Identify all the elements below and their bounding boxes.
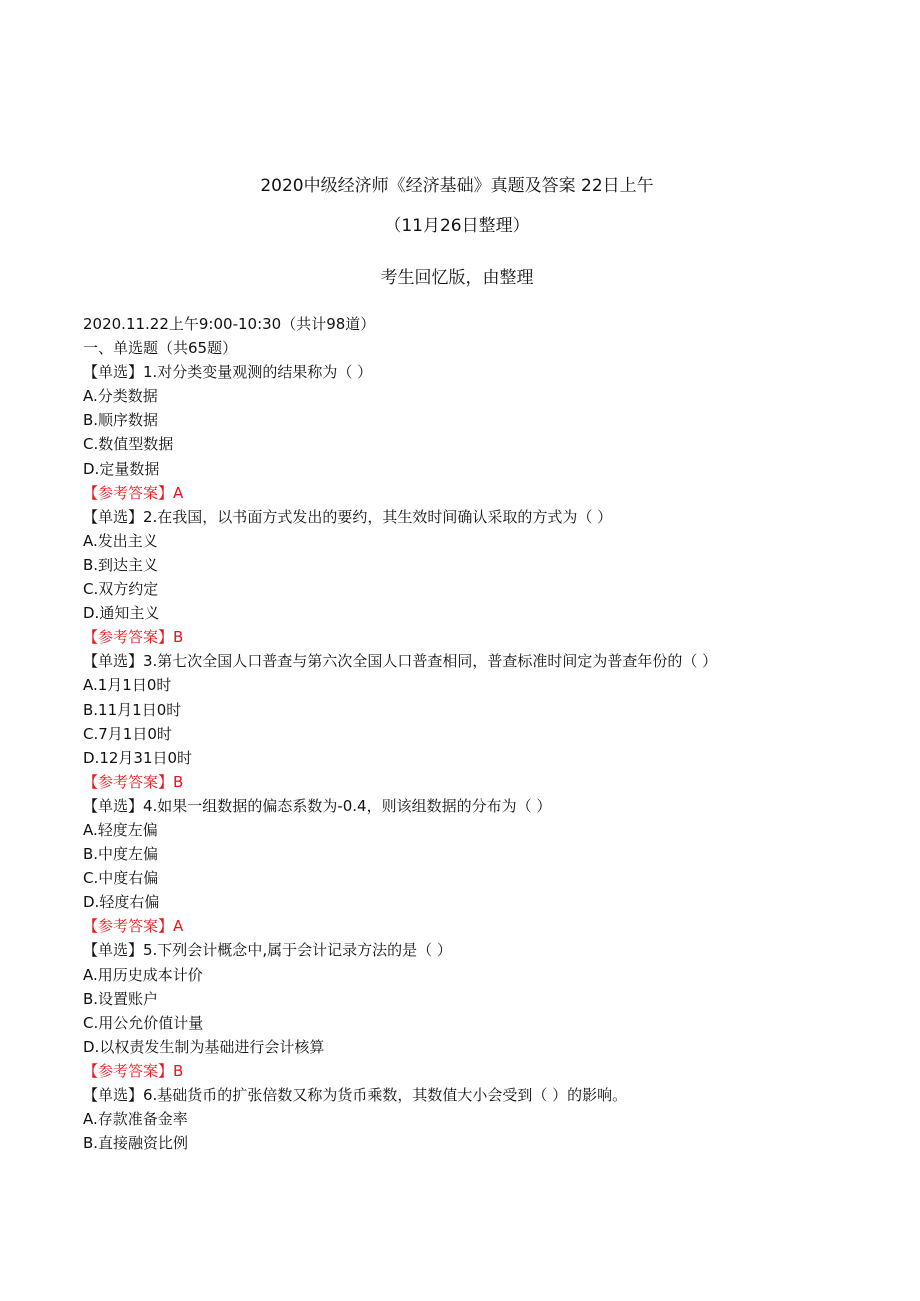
reference-answer: 【参考答案】A [83,917,184,936]
question-option: B.到达主义 [83,555,159,574]
document-subtitle: （11月26日整理） [384,216,530,236]
question-stem: 【单选】5.下列会计概念中,属于会计记录方法的是（ ） [83,941,452,960]
question-option: C.双方约定 [83,580,159,599]
question-1 [83,360,883,505]
exam-info: 2020.11.22上午9:00-10:30（共计98道） [83,315,376,333]
question-option: C.用公允价值计量 [83,1013,204,1032]
question-option: C.7月1日0时 [83,724,172,743]
question-stem: 【单选】3.第七次全国人口普查与第六次全国人口普查相同，普查标准时间定为普查年份的（ ） [83,652,718,671]
question-option: B.设置账户 [83,989,159,1008]
question-option: D.轻度右偏 [83,893,160,912]
reference-answer: 【参考答案】A [83,483,184,502]
question-option: B.中度左偏 [83,845,159,864]
question-option: D.以权责发生制为基础进行会计核算 [83,1037,325,1056]
question-5 [83,938,883,1083]
reference-answer: 【参考答案】B [83,772,184,791]
question-option: D.12月31日0时 [83,748,193,767]
question-3 [83,649,883,794]
document-title: 2020中级经济师《经济基础》真题及答案 22日上午 [260,176,654,196]
question-option: C.数值型数据 [83,435,174,454]
reference-answer: 【参考答案】B [83,1061,184,1080]
question-option: A.轻度左偏 [83,820,158,839]
section-title: 一、单选题（共65题） [83,339,238,358]
question-option: A.1月1日0时 [83,676,172,695]
question-option: A.分类数据 [83,387,158,406]
question-option: B.顺序数据 [83,411,159,430]
question-option: A.发出主义 [83,531,158,550]
question-4 [83,794,883,939]
document-source-note: 考生回忆版，由整理 [380,268,534,288]
question-option: B.直接融资比例 [83,1134,189,1153]
question-option: D.定量数据 [83,459,160,478]
question-stem: 【单选】6.基础货币的扩张倍数又称为货币乘数，其数值大小会受到（ ）的影响。 [83,1086,628,1104]
question-option: A.存款准备金率 [83,1110,188,1129]
question-stem: 【单选】1.对分类变量观测的结果称为（ ） [83,363,373,382]
question-option: A.用历史成本计价 [83,965,203,984]
document-body [83,312,883,1155]
reference-answer: 【参考答案】B [83,628,184,647]
question-option: B.11月1日0时 [83,700,182,719]
question-option: D.通知主义 [83,604,160,623]
question-2 [83,505,883,650]
question-stem: 【单选】4.如果一组数据的偏态系数为-0.4，则该组数据的分布为（ ） [83,796,552,815]
question-stem: 【单选】2.在我国，以书面方式发出的要约，其生效时间确认采取的方式为（ ） [83,507,613,526]
question-option: C.中度右偏 [83,869,159,888]
question-6 [83,1083,883,1155]
